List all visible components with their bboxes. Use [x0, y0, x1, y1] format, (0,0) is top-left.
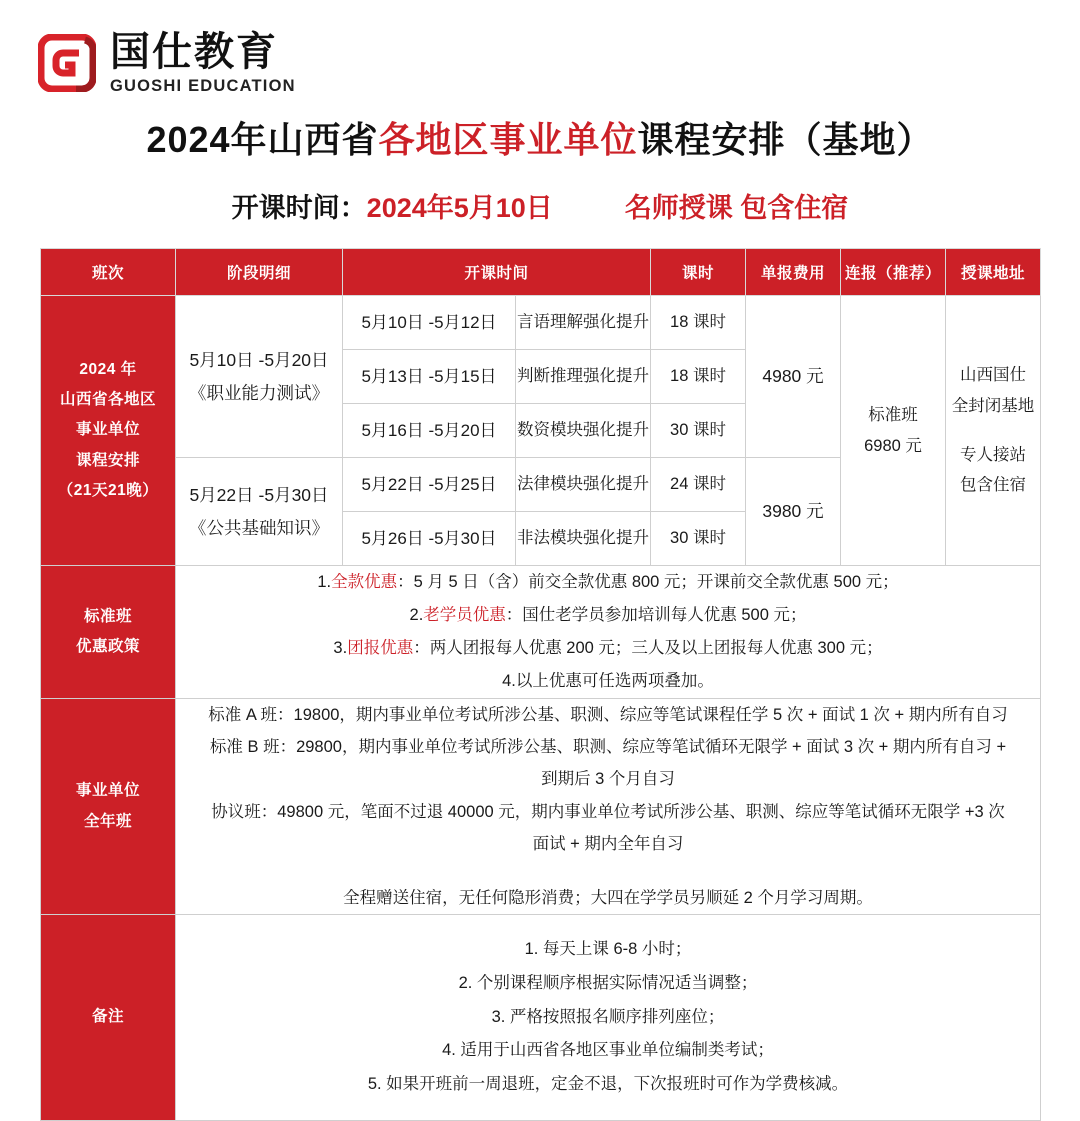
course-schedule-table [40, 248, 1041, 1121]
year-class-footer: 全程赠送住宿，无任何隐形消费；大四在学学员另顺延 2 个月学习周期。 [343, 888, 873, 907]
discount-item-term: 全款优惠 [331, 573, 398, 591]
stage1-fee: 4980 元 [746, 296, 841, 458]
year-class-label-cell [41, 699, 176, 915]
guoshi-g-logo-icon [38, 34, 96, 92]
notes-row [41, 915, 1041, 1121]
row-date: 5月13日 -5月15日 [343, 350, 516, 404]
row-hours: 18 课时 [651, 296, 746, 350]
title-part-2: 课程安排（基地） [637, 119, 934, 160]
discount-item-no: 4. [502, 672, 516, 690]
brand-logo [38, 32, 296, 96]
stage-range: 5月22日 -5月30日 [189, 485, 329, 506]
row-hours: 30 课时 [651, 404, 746, 458]
header-stage: 阶段明细 [176, 249, 343, 296]
row-hours: 24 课时 [651, 458, 746, 512]
year-class-label-line-1: 事业单位 [75, 782, 140, 800]
year-class-spacer [176, 860, 1040, 882]
note-item: 3. 严格按照报名顺序排列座位； [491, 1007, 725, 1026]
header-class: 班次 [41, 249, 176, 296]
discount-item-no: 3. [333, 639, 348, 657]
class-label-line-1: 2024 年 [79, 360, 137, 378]
header-start-time: 开课时间 [343, 249, 651, 296]
address-cell [946, 296, 1041, 566]
address-spacer [946, 422, 1040, 440]
row-module: 非法模块强化提升 [516, 512, 651, 566]
discount-label-line-1: 标准班 [83, 607, 132, 625]
discount-policy-cell [176, 566, 1041, 699]
title-highlight: 各地区事业单位 [378, 119, 638, 160]
row-module: 判断推理强化提升 [516, 350, 651, 404]
discount-item-term: 团报优惠 [347, 639, 414, 657]
stage-name: 《职业能力测试》 [189, 382, 329, 403]
brand-name-en: GUOSHI EDUCATION [110, 77, 296, 95]
table-header-row [41, 249, 1041, 296]
discount-item [176, 599, 1040, 632]
note-item: 5. 如果开班前一周退班，定金不退，下次报班时可作为学费核减。 [367, 1075, 849, 1094]
discount-item [176, 665, 1040, 698]
class-label-line-4: 课程安排 [75, 451, 140, 469]
table-row [41, 296, 1041, 350]
row-date: 5月26日 -5月30日 [343, 512, 516, 566]
stage-cell [176, 296, 343, 458]
row-module: 法律模块强化提升 [516, 458, 651, 512]
notes-label-cell: 备注 [41, 915, 176, 1121]
year-class-row [41, 699, 1041, 915]
address-line-1: 山西国仕 [960, 366, 1027, 385]
year-class-line: 到期后 3 个月自习 [541, 770, 675, 789]
row-date: 5月10日 -5月12日 [343, 296, 516, 350]
year-class-line: 标准 A 班：19800，期内事业单位考试所涉公基、职测、综应等笔试课程任学 5 次 + 面试 1 次 + 期内所有自习 [208, 706, 1008, 724]
note-item: 1. 每天上课 6-8 小时； [524, 940, 692, 959]
discount-item-text: 以上优惠可任选两项叠加。 [515, 672, 714, 690]
header-address: 授课地址 [946, 249, 1041, 296]
note-item: 4. 适用于山西省各地区事业单位编制类考试； [442, 1041, 774, 1060]
year-class-line: 标准 B 班：29800，期内事业单位考试所涉公基、职测、综应等笔试循环无限学 + 面试 3 次 + 期内所有自习 + [209, 738, 1007, 757]
note-item: 2. 个别课程顺序根据实际情况适当调整； [458, 973, 758, 992]
address-line-3: 专人接站 [960, 445, 1027, 464]
row-hours: 30 课时 [651, 512, 746, 566]
header-combo-fee: 连报（推荐） [841, 249, 946, 296]
notes-cell [176, 915, 1041, 1121]
address-line-2: 全封闭基地 [951, 396, 1035, 415]
subtitle [0, 186, 1080, 225]
stage-name: 《公共基础知识》 [189, 517, 329, 538]
combo-fee-line-1: 标准班 [868, 405, 918, 424]
class-label-line-5: （21天21晚） [57, 481, 159, 499]
year-class-line: 面试 + 期内全年自习 [532, 834, 684, 853]
stage-cell [176, 458, 343, 566]
discount-item-text: ：国仕老学员参加培训每人优惠 500 元； [505, 606, 807, 624]
class-label-line-2: 山西省各地区 [59, 391, 156, 409]
header-single-fee: 单报费用 [746, 249, 841, 296]
discount-item-term: 老学员优惠 [423, 606, 506, 624]
discount-label-cell [41, 566, 176, 699]
title-part-1: 2024年山西省 [146, 119, 379, 160]
year-class-cell [176, 699, 1041, 915]
row-date: 5月16日 -5月20日 [343, 404, 516, 458]
class-label-cell [41, 296, 176, 566]
discount-item-no: 2. [409, 606, 424, 624]
row-module: 言语理解强化提升 [516, 296, 651, 350]
row-module: 数资模块强化提升 [516, 404, 651, 458]
address-line-4: 包含住宿 [960, 476, 1027, 495]
stage2-fee: 3980 元 [746, 458, 841, 566]
brand-name-cn: 国仕教育 [110, 30, 278, 74]
subtitle-date: 2024年5月10日 [366, 193, 553, 223]
subtitle-label: 开课时间： [231, 193, 367, 223]
year-class-label-line-2: 全年班 [83, 812, 132, 830]
header-hours: 课时 [651, 249, 746, 296]
discount-item-text: ：两人团报每人优惠 200 元；三人及以上团报每人优惠 300 元； [413, 639, 883, 657]
row-hours: 18 课时 [651, 350, 746, 404]
discount-label-line-2: 优惠政策 [75, 638, 140, 655]
year-class-line: 协议班：49800 元，笔面不过退 40000 元，期内事业单位考试所涉公基、职测、综应等笔试循环无限学 +3 次 [211, 802, 1005, 821]
brand-text [110, 32, 296, 96]
subtitle-tagline: 名师授课 包含住宿 [624, 193, 849, 223]
discount-item [176, 632, 1040, 665]
stage-range: 5月10日 -5月20日 [189, 350, 329, 371]
discount-item-no: 1. [317, 573, 332, 591]
row-date: 5月22日 -5月25日 [343, 458, 516, 512]
class-label-line-3: 事业单位 [75, 421, 140, 439]
discount-item [176, 566, 1040, 599]
discount-item-text: ：5 月 5 日（含）前交全款优惠 800 元；开课前交全款优惠 500 元； [397, 573, 899, 591]
combo-fee-line-2: 6980 元 [864, 436, 922, 455]
combo-fee-cell [841, 296, 946, 566]
page-title [0, 112, 1080, 163]
discount-policy-row [41, 566, 1041, 699]
